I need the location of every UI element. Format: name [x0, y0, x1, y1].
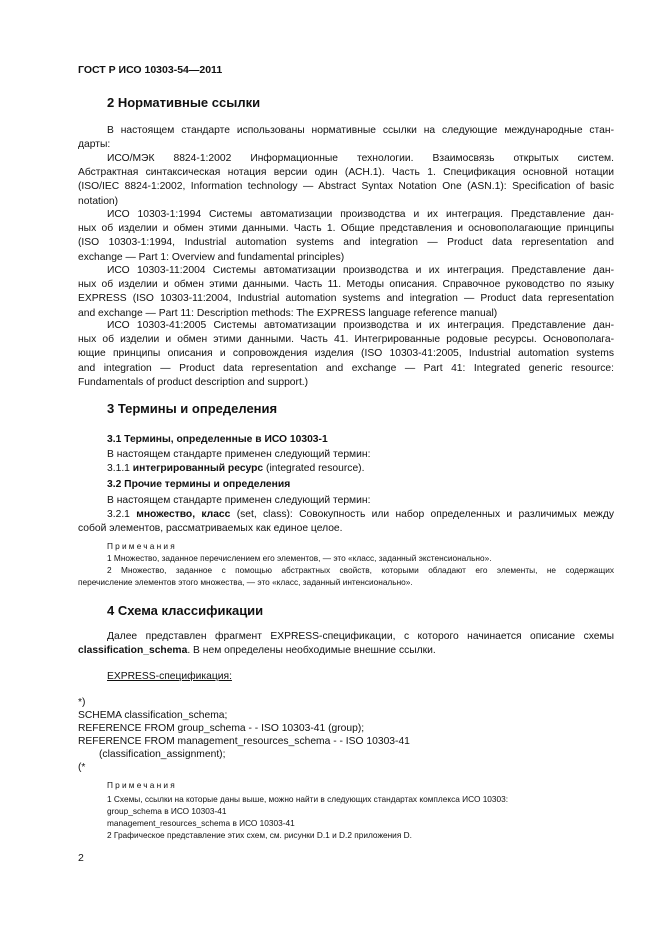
section-3-note-2: 2 Множество, заданное с помощью абстрактных свойств, которыми обладают его элементы, не содержащих перечисление элементов этого множества, — это «класс, заданный интенсионально». [78, 565, 614, 588]
section-2-intro: В настоящем стандарте использованы нормативные ссылки на следующие международные стан- дарты: [78, 125, 614, 151]
term-3-2-1: 3.2.1 множество, класс (set, class): Совокупность или набор определенных и различимых между собой элементов, рассматриваемых как единое целое. [78, 509, 614, 535]
subsection-3-2-text: В настоящем стандарте применен следующий термин: [107, 495, 371, 506]
section-4-title: 4 Схема классификации [107, 603, 264, 618]
page-number: 2 [78, 852, 84, 864]
reference-iso-10303-41: ИСО 10303-41:2005 Системы автоматизации производства и их интеграция. Представление дан- ных об изделии и обмен этими данными. Часть 41. Интегрированные родовые ресурсы. Основополага- ющие принципы описания и сопровождения изделия (ISO 10303-41:2005, Industrial automation systems and integration — Product data representation and exchange — Part 41: Integrated generic resource: Fundamentals of product description and support.) [78, 320, 614, 388]
section-4-note-1-item-2: management_resources_schema в ИСО 10303-41 [107, 818, 295, 828]
express-code-line-4: REFERENCE FROM management_resources_schema - - ISO 10303-41 [78, 736, 410, 747]
express-spec-label: EXPRESS-спецификация: [107, 671, 232, 682]
section-3-notes-heading: Примечания [107, 541, 177, 551]
express-code-line-1: *) [78, 697, 86, 708]
reference-iso-8824: ИСО/МЭК 8824-1:2002 Информационные технологии. Взаимосвязь открытых систем. Абстрактная синтаксическая нотация версии один (АСН.1). Часть 1. Спецификация основной нотации (ISO/IEC 8824-1:2002, Information technology — Abstract Syntax Notation One (ASN.1): Specification of basic notation) [78, 153, 614, 207]
express-code-line-5: (classification_assignment); [99, 749, 226, 760]
document-header-code: ГОСТ Р ИСО 10303-54—2011 [78, 64, 223, 76]
reference-iso-10303-11: ИСО 10303-11:2004 Системы автоматизации производства и их интеграция. Представление дан- ных об изделии и обмен этими данными. Часть 11. Методы описания. Справочное руководство по языку EXPRESS (ISO 10303-11:2004, Industrial automation systems and integration — Product data representation and exchange — Part 11: Description methods: The EXPRESS language reference manual) [78, 265, 614, 319]
section-4-notes-heading: Примечания [107, 780, 177, 790]
reference-iso-10303-1: ИСО 10303-1:1994 Системы автоматизации производства и их интеграция. Представление дан- ных об изделии и обмен этими данными. Часть 1. Общие представления и основополагающие принципы (ISO 10303-1:1994, Industrial automation systems and integration — Product data representation and exchange — Part 1: Overview and fundamental principles) [78, 209, 614, 263]
subsection-3-1-text: В настоящем стандарте применен следующий термин: [107, 449, 371, 460]
section-3-note-1: 1 Множество, заданное перечислением его элементов, — это «класс, заданный экстенсионально». [107, 553, 492, 563]
express-code-line-2: SCHEMA classification_schema; [78, 710, 228, 721]
term-3-1-1: 3.1.1 интегрированный ресурс (integrated resource). [107, 463, 365, 474]
section-4-note-1: 1 Схемы, ссылки на которые даны выше, можно найти в следующих стандартах комплекса ИСО 10303: [107, 794, 509, 804]
express-code-line-3: REFERENCE FROM group_schema - - ISO 10303-41 (group); [78, 723, 365, 734]
section-3-title: 3 Термины и определения [107, 401, 278, 416]
express-code-line-6: (* [78, 762, 86, 773]
section-4-intro: Далее представлен фрагмент EXPRESS-спецификации, с которого начинается описание схемы classification_schema. В нем определены необходимые внешние ссылки. [78, 631, 614, 657]
section-4-note-1-item-1: group_schema в ИСО 10303-41 [107, 806, 227, 816]
subsection-3-2-title: 3.2 Прочие термины и определения [107, 479, 291, 490]
subsection-3-1-title: 3.1 Термины, определенные в ИСО 10303-1 [107, 434, 328, 445]
section-4-note-2: 2 Графическое представление этих схем, см. рисунки D.1 и D.2 приложения D. [107, 830, 412, 840]
section-2-title: 2 Нормативные ссылки [107, 95, 261, 110]
